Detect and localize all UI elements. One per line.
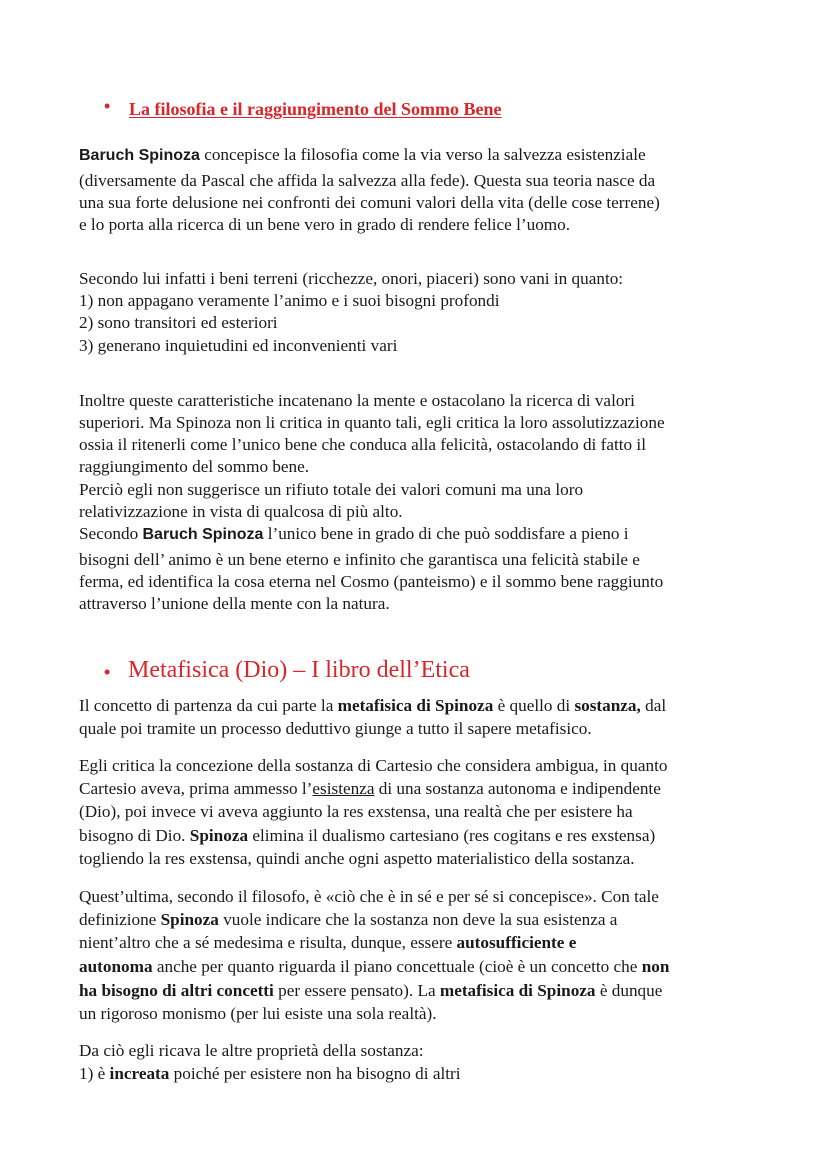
text-line: ossia il ritenerli come l’unico bene che conduca alla felicità, ostacolando di fatto il: [79, 435, 646, 454]
section-heading-sommo-bene: La filosofia e il raggiungimento del Sommo Bene: [129, 99, 502, 119]
text-span: è quello di: [493, 696, 575, 715]
text-span: l’unico bene in grado di che può soddisfare a pieno i: [263, 524, 629, 543]
text-span: dal: [640, 696, 667, 715]
list-item: 3) generano inquietudini ed inconvenienti vari: [79, 336, 398, 355]
text-span: vuole indicare che la sostanza non deve la sua esistenza a: [218, 910, 618, 929]
bold-term: ha bisogno di altri concetti: [79, 981, 274, 1000]
text-span: elimina il dualismo cartesiano (res cogitans e res exstensa): [248, 826, 656, 845]
bold-term: autonoma: [79, 957, 153, 976]
text-line: [79, 523, 629, 546]
author-name: Baruch Spinoza: [79, 147, 200, 164]
text-span: Il concetto di partenza da cui parte la: [79, 696, 338, 715]
text-line: [79, 932, 576, 954]
list-item: [79, 1063, 461, 1085]
text-line: relativizzazione in vista di qualcosa di più alto.: [79, 502, 403, 521]
text-line: Inoltre queste caratteristiche incatenano la mente e ostacolano la ricerca di valori: [79, 391, 635, 410]
text-line: bisogni dell’ animo è un bene eterno e infinito che garantisca una felicità stabile e: [79, 550, 640, 569]
text-span: Secondo: [79, 524, 143, 543]
text-line: raggiungimento del sommo bene.: [79, 457, 310, 476]
text-span: bisogno di Dio.: [79, 826, 190, 845]
text-span: nient’altro che a sé medesima e risulta, dunque, essere: [79, 933, 457, 952]
text-line: Egli critica la concezione della sostanza di Cartesio che considera ambigua, in quanto: [79, 756, 668, 775]
text-line: [79, 144, 646, 167]
text-span: per essere pensato). La: [273, 981, 440, 1000]
text-line: una sua forte delusione nei confronti dei comuni valori della vita (delle cose terrene): [79, 193, 660, 212]
text-line: Secondo lui infatti i beni terreni (ricchezze, onori, piaceri) sono vani in quanto:: [79, 269, 624, 288]
text-line: [79, 956, 669, 978]
bullet-icon: •: [104, 96, 111, 116]
text-span: Cartesio aveva, prima ammesso l’: [79, 779, 313, 798]
text-line: [79, 909, 617, 931]
underlined-term: esistenza: [312, 779, 375, 798]
text-line: (Dio), poi invece vi aveva aggiunto la res exstensa, una realtà che per esistere ha: [79, 802, 633, 821]
list-item: 1) non appagano veramente l’animo e i suoi bisogni profondi: [79, 291, 500, 310]
text-span: concepisce la filosofia come la via verso la salvezza esistenziale: [199, 145, 646, 164]
text-line: Perciò egli non suggerisce un rifiuto totale dei valori comuni ma una loro: [79, 480, 584, 499]
text-span: anche per quanto riguarda il piano concettuale (cioè è un concetto che: [152, 957, 642, 976]
text-line: [79, 825, 655, 847]
text-line: (diversamente da Pascal che affida la salvezza alla fede). Questa sua teoria nasce da: [79, 171, 656, 190]
author-name: Baruch Spinoza: [142, 526, 264, 543]
bold-term: Spinoza: [189, 826, 249, 845]
text-line: un rigoroso monismo (per lui esiste una sola realtà).: [79, 1004, 437, 1023]
text-span: definizione: [79, 910, 161, 929]
text-line: attraverso l’unione della mente con la natura.: [79, 594, 390, 613]
text-line: quale poi tramite un processo deduttivo giunge a tutto il sapere metafisico.: [79, 719, 592, 738]
bold-term: non: [641, 957, 670, 976]
text-line: superiori. Ma Spinoza non li critica in quanto tali, egli critica la loro assolutizzazione: [79, 413, 665, 432]
bullet-icon: •: [104, 662, 111, 682]
bold-term: autosufficiente e: [456, 933, 577, 952]
text-line: Quest’ultima, secondo il filosofo, è «ciò che è in sé e per sé si concepisce». Con tale: [79, 887, 659, 906]
list-item: 2) sono transitori ed esteriori: [79, 313, 278, 332]
bold-term: increata: [109, 1064, 170, 1083]
text-span: è dunque: [595, 981, 663, 1000]
bold-term: Spinoza: [160, 910, 219, 929]
text-line: ferma, ed identifica la cosa eterna nel Cosmo (panteismo) e il sommo bene raggiunto: [79, 572, 664, 591]
section-heading-metafisica: Metafisica (Dio) – I libro dell’Etica: [128, 657, 470, 683]
text-span: di una sostanza autonoma e indipendente: [374, 779, 661, 798]
text-line: togliendo la res exstensa, quindi anche ogni aspetto materialistico della sostanza.: [79, 849, 635, 868]
text-span: poiché per esistere non ha bisogno di altri: [169, 1064, 461, 1083]
bold-term: metafisica di Spinoza: [337, 696, 494, 715]
bold-term: sostanza,: [574, 696, 641, 715]
text-line: [79, 695, 666, 717]
text-line: e lo porta alla ricerca di un bene vero in grado di rendere felice l’uomo.: [79, 215, 571, 234]
text-span: 1) è: [79, 1064, 110, 1083]
text-line: Da ciò egli ricava le altre proprietà della sostanza:: [79, 1041, 424, 1060]
text-line: [79, 980, 662, 1002]
text-line: [79, 778, 661, 800]
bold-term: metafisica di Spinoza: [439, 981, 596, 1000]
